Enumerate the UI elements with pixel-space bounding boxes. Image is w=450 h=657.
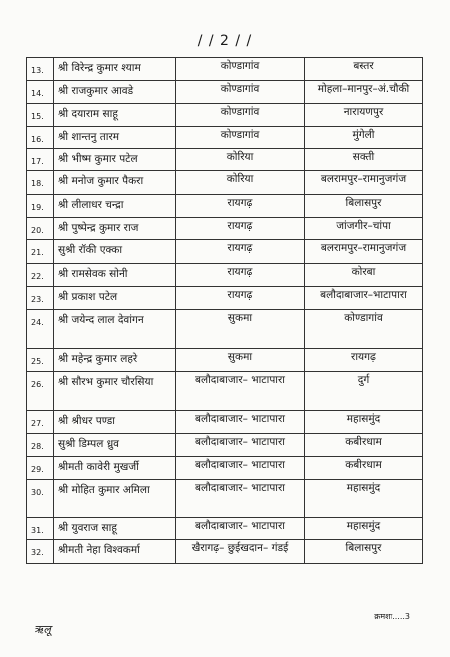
employee-name: सुश्री डिम्पल ध्रुव xyxy=(54,434,176,457)
table-row xyxy=(27,372,423,411)
employee-name: श्री मोहित कुमार अमिला xyxy=(54,480,176,518)
employee-name: श्री भीष्म कुमार पटेल xyxy=(54,149,176,171)
current-posting: बलौदाबाजार– भाटापारा xyxy=(176,411,305,434)
serial-number: 25. xyxy=(27,349,54,372)
employee-name: श्रीमती कावेरी मुखर्जी xyxy=(54,457,176,480)
current-posting: रायगढ़ xyxy=(176,195,305,218)
new-posting: मोहला–मानपुर–अं.चौकी xyxy=(305,81,423,104)
new-posting: नारायणपुर xyxy=(305,104,423,127)
employee-name: श्री सौरभ कुमार चौरसिया xyxy=(54,372,176,411)
transfer-table xyxy=(26,57,423,564)
employee-name: श्रीमती नेहा विश्वकर्मा xyxy=(54,540,176,564)
employee-name: श्री युवराज साहू xyxy=(54,518,176,540)
serial-number: 14. xyxy=(27,81,54,104)
new-posting: बस्तर xyxy=(305,58,423,81)
employee-name: श्री मनोज कुमार पैकरा xyxy=(54,171,176,195)
serial-number: 29. xyxy=(27,457,54,480)
table-row xyxy=(27,218,423,240)
table-row xyxy=(27,195,423,218)
current-posting: कोरिया xyxy=(176,149,305,171)
serial-number: 13. xyxy=(27,58,54,81)
new-posting: जांजगीर–चांपा xyxy=(305,218,423,240)
current-posting: बलौदाबाजार– भाटापारा xyxy=(176,457,305,480)
table-row xyxy=(27,240,423,264)
table-row xyxy=(27,434,423,457)
serial-number: 17. xyxy=(27,149,54,171)
new-posting: कोरबा xyxy=(305,264,423,287)
serial-number: 28. xyxy=(27,434,54,457)
serial-number: 18. xyxy=(27,171,54,195)
serial-number: 20. xyxy=(27,218,54,240)
current-posting: कोरिया xyxy=(176,171,305,195)
employee-name: श्री शान्तनु तारम xyxy=(54,127,176,149)
continuation-note: क्रमशः.....3 xyxy=(374,612,410,621)
current-posting: कोण्डागांव xyxy=(176,81,305,104)
current-posting: बलौदाबाजार– भाटापारा xyxy=(176,480,305,518)
current-posting: बलौदाबाजार– भाटापारा xyxy=(176,518,305,540)
employee-name: श्री जयेन्द लाल देवांगन xyxy=(54,310,176,349)
employee-name: श्री महेन्द्र कुमार लहरे xyxy=(54,349,176,372)
serial-number: 26. xyxy=(27,372,54,411)
new-posting: कबीरधाम xyxy=(305,434,423,457)
current-posting: रायगढ़ xyxy=(176,218,305,240)
new-posting: बिलासपुर xyxy=(305,540,423,564)
table-row xyxy=(27,349,423,372)
table-row xyxy=(27,411,423,434)
serial-number: 15. xyxy=(27,104,54,127)
new-posting: कबीरधाम xyxy=(305,457,423,480)
employee-name: सुश्री रॉकी एक्का xyxy=(54,240,176,264)
new-posting: बलौदाबाजार–भाटापारा xyxy=(305,287,423,310)
table-row xyxy=(27,518,423,540)
page-header: / / 2 / / xyxy=(197,33,253,49)
current-posting: कोण्डागांव xyxy=(176,127,305,149)
table-row xyxy=(27,287,423,310)
employee-name: श्री लीलाधर चन्द्रा xyxy=(54,195,176,218)
transfer-table-body xyxy=(27,58,423,564)
current-posting: रायगढ़ xyxy=(176,240,305,264)
new-posting: महासमुंद xyxy=(305,480,423,518)
current-posting: कोण्डागांव xyxy=(176,58,305,81)
employee-name: श्री रामसेवक सोनी xyxy=(54,264,176,287)
serial-number: 16. xyxy=(27,127,54,149)
employee-name: श्री श्रीधर पण्डा xyxy=(54,411,176,434)
employee-name: श्री राजकुमार आवडे xyxy=(54,81,176,104)
employee-name: श्री पुष्पेन्द्र कुमार राज xyxy=(54,218,176,240)
table-row xyxy=(27,457,423,480)
table-row xyxy=(27,127,423,149)
new-posting: महासमुंद xyxy=(305,518,423,540)
serial-number: 30. xyxy=(27,480,54,518)
employee-name: श्री प्रकाश पटेल xyxy=(54,287,176,310)
new-posting: सक्ती xyxy=(305,149,423,171)
current-posting: सुकमा xyxy=(176,349,305,372)
serial-number: 31. xyxy=(27,518,54,540)
new-posting: दुर्ग xyxy=(305,372,423,411)
employee-name: श्री विरेन्द्र कुमार श्याम xyxy=(54,58,176,81)
new-posting: कोण्डागांव xyxy=(305,310,423,349)
serial-number: 24. xyxy=(27,310,54,349)
table-row xyxy=(27,104,423,127)
current-posting: सुकमा xyxy=(176,310,305,349)
serial-number: 32. xyxy=(27,540,54,564)
table-row xyxy=(27,58,423,81)
serial-number: 23. xyxy=(27,287,54,310)
new-posting: बलरामपुर–रामानुजगंज xyxy=(305,240,423,264)
table-row xyxy=(27,480,423,518)
current-posting: बलौदाबाजार– भाटापारा xyxy=(176,372,305,411)
employee-name: श्री दयाराम साहू xyxy=(54,104,176,127)
current-posting: रायगढ़ xyxy=(176,264,305,287)
serial-number: 21. xyxy=(27,240,54,264)
current-posting: बलौदाबाजार– भाटापारा xyxy=(176,434,305,457)
table-row xyxy=(27,81,423,104)
new-posting: महासमुंद xyxy=(305,411,423,434)
table-row xyxy=(27,540,423,564)
table-row xyxy=(27,171,423,195)
new-posting: बिलासपुर xyxy=(305,195,423,218)
table-row xyxy=(27,149,423,171)
new-posting: बलरामपुर–रामानुजगंज xyxy=(305,171,423,195)
current-posting: रायगढ़ xyxy=(176,287,305,310)
new-posting: मुंगेली xyxy=(305,127,423,149)
serial-number: 19. xyxy=(27,195,54,218)
current-posting: खैरागढ़– छुईखदान– गंडई xyxy=(176,540,305,564)
signature-mark: ऋलू xyxy=(34,623,51,636)
serial-number: 22. xyxy=(27,264,54,287)
table-row xyxy=(27,264,423,287)
new-posting: रायगढ़ xyxy=(305,349,423,372)
serial-number: 27. xyxy=(27,411,54,434)
table-row xyxy=(27,310,423,349)
current-posting: कोण्डागांव xyxy=(176,104,305,127)
